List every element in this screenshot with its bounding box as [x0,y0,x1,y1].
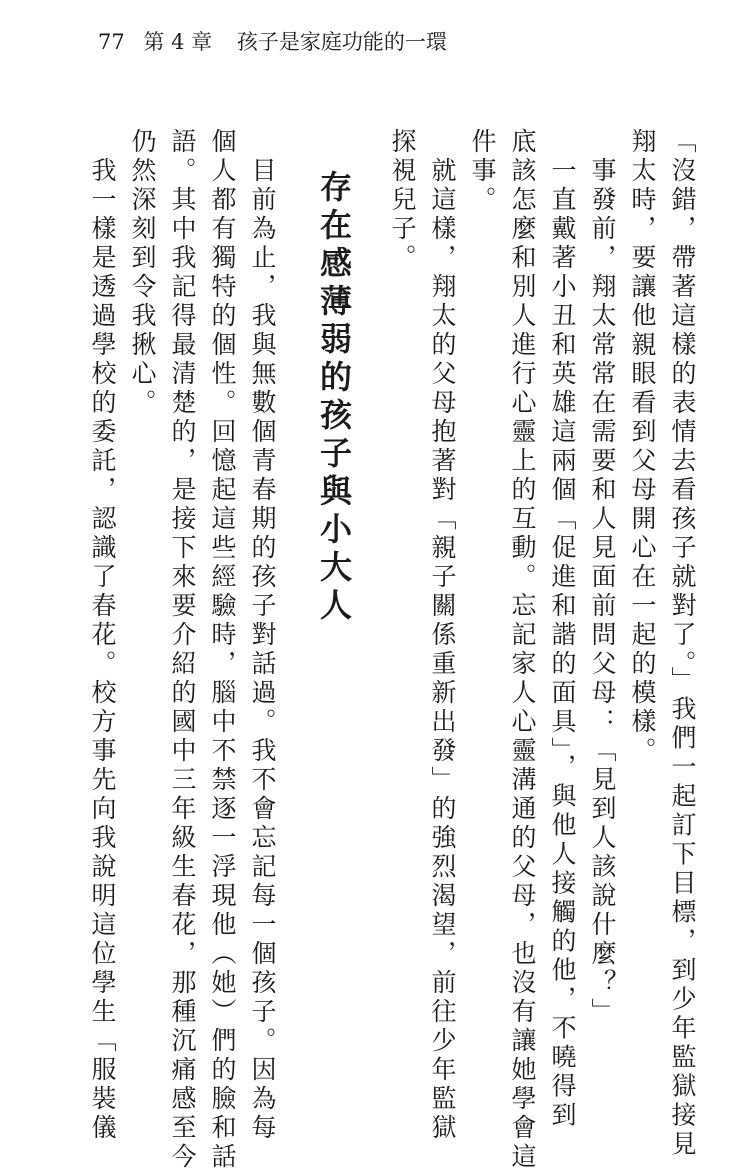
page-number: 77 [98,30,125,54]
chapter-title: 孩子是家庭功能的一環 [236,30,447,54]
text-column: 個人都有獨特的個性。回憶起這些經驗時，腦中不禁逐一浮現他（她）們的臉和話 [208,128,237,1172]
text-column: 翔太時，要讓他親眼看到父母開心在一起的模樣。 [628,128,657,766]
text-column: 語。其中我記得最清楚的，是接下來要介紹的國中三年級生春花，那種沉痛感至今 [168,128,197,1172]
text-column: 就這樣，翔太的父母抱著對「親子關係重新出發」的強烈渴望，前往少年監獄 [428,128,457,1143]
text-column: 「沒錯，帶著這樣的表情去看孩子就對了。」我們一起訂下目標，到少年監獄接見 [668,128,697,1160]
chapter-label: 第 4 章 [143,30,213,54]
text-column: 我一樣是透過學校的委託，認識了春花。校方事先向我說明這位學生「服裝儀 [88,128,117,1143]
text-column: 探視兒子。 [388,128,417,273]
section-heading: 存在感薄弱的孩子與小大人 [315,170,353,626]
text-column: 仍然深刻到令我揪心。 [128,128,157,418]
text-column: 目前為止，我與無數個青春期的孩子對話過。我不會忘記每一個孩子。因為每 [248,128,277,1143]
text-column: 事發前，翔太常常在需要和人見面前問父母：「見到人該說什麼？」 [588,128,617,1027]
running-header [98,32,447,53]
text-column: 一直戴著小丑和英雄這兩個「促進和諧的面具」，與他人接觸的他，不曉得到 [548,128,577,1131]
text-column: 件事。 [468,128,497,215]
text-column: 底該怎麼和別人進行心靈上的互動。忘記家人心靈溝通的父母，也沒有讓她學會這 [508,128,537,1172]
